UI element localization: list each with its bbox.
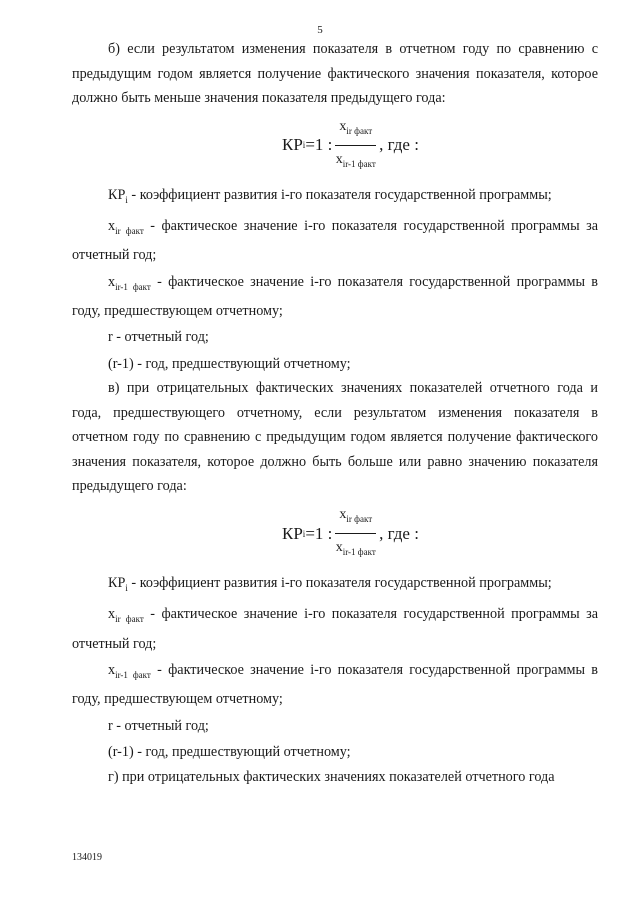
- definition-item: [72, 602, 598, 656]
- footer-code: 134019: [72, 852, 102, 863]
- formula-eq: =1 :: [305, 135, 333, 155]
- formula-lhs-sub: i: [302, 140, 306, 151]
- formula-lhs-sub: i: [302, 528, 306, 539]
- formula-lhs: КР: [282, 135, 303, 155]
- document-body: [72, 37, 598, 789]
- section-g-intro: г) при отрицательных фактических значениях показателей отчетного года: [108, 768, 555, 785]
- definition-symbol: КР: [108, 574, 126, 591]
- definition-symbol: КР: [108, 186, 126, 203]
- formula-lhs: КР: [282, 523, 303, 543]
- definition-symbol-sub: i: [125, 194, 128, 205]
- definition-text: - фактическое значение i-го показателя государственной программы в году, предшествующем отчетному;: [72, 662, 599, 708]
- definition-text: - фактическое значение i-го показателя государственной программы в году, предшествующем отчетному;: [72, 273, 599, 319]
- definition-item: [72, 270, 598, 324]
- fraction-numerator: $x_{ir факт}$: [335, 503, 376, 534]
- definition-item: [72, 214, 598, 268]
- definition-symbol-sub: i: [125, 582, 128, 593]
- definition-symbol-sub: ir-1 факт: [115, 669, 151, 680]
- fraction-denominator: $x_{ir-1 факт}$: [335, 152, 376, 169]
- definition-text: (r-1) - год, предшествующий отчетному;: [108, 744, 351, 761]
- definition-symbol-sub: ir-1 факт: [115, 281, 151, 292]
- definition-text: - коэффициент развития i-го показателя государственной программы;: [127, 574, 552, 591]
- fraction-numerator: $x_{ir факт}$: [335, 115, 376, 146]
- definition-text: r - отчетный год;: [108, 717, 209, 734]
- formula-eq: =1 :: [305, 523, 333, 543]
- definition-text: - фактическое значение i-го показателя государственной программы за отчетный год;: [72, 606, 599, 652]
- formula-fraction: [335, 115, 376, 177]
- definition-symbol: x: [108, 217, 116, 234]
- formula-fraction: [335, 503, 376, 565]
- formula-tail: , где :: [379, 135, 419, 155]
- definition-item: [72, 183, 598, 212]
- definition-text: - коэффициент развития i-го показателя государственной программы;: [127, 186, 552, 203]
- definition-symbol-sub: ir факт: [115, 225, 144, 236]
- definition-text: r - отчетный год;: [108, 329, 209, 346]
- definition-item: [72, 714, 598, 739]
- definition-item: [72, 658, 598, 712]
- definition-text: (r-1) - год, предшествующий отчетному;: [108, 355, 351, 372]
- definition-item: [72, 352, 598, 377]
- section-v-intro: в) при отрицательных фактических значениях показателей отчетного года и года, предшествующего отчетному, если результатом изменения показателя в отчетном году по сравнению с предыдущим годом является получение фактического значения показателя, которое должно быть больше или равно значению показателя предыдущего года:: [72, 380, 598, 495]
- definition-item: [72, 740, 598, 765]
- section-b-definitions: [72, 183, 598, 377]
- section-b-intro: б) если результатом изменения показателя в отчетном году по сравнению с предыдущим годом является получение фактического значения показателя, которое должно быть меньше значения показателя предыдущего года:: [72, 41, 598, 106]
- formula-v: [72, 499, 598, 569]
- definition-symbol: x: [108, 606, 116, 623]
- section-v-definitions: [72, 571, 598, 765]
- page-number: 5: [317, 24, 323, 36]
- formula-tail: , где :: [379, 523, 419, 543]
- definition-item: [72, 325, 598, 350]
- definition-text: - фактическое значение i-го показателя государственной программы за отчетный год;: [72, 217, 599, 264]
- definition-item: [72, 571, 598, 600]
- fraction-denominator: $x_{ir-1 факт}$: [335, 540, 376, 558]
- definition-symbol-sub: ir факт: [115, 614, 144, 625]
- definition-symbol: x: [108, 273, 116, 290]
- formula-b: [72, 111, 598, 181]
- definition-symbol: x: [108, 662, 116, 679]
